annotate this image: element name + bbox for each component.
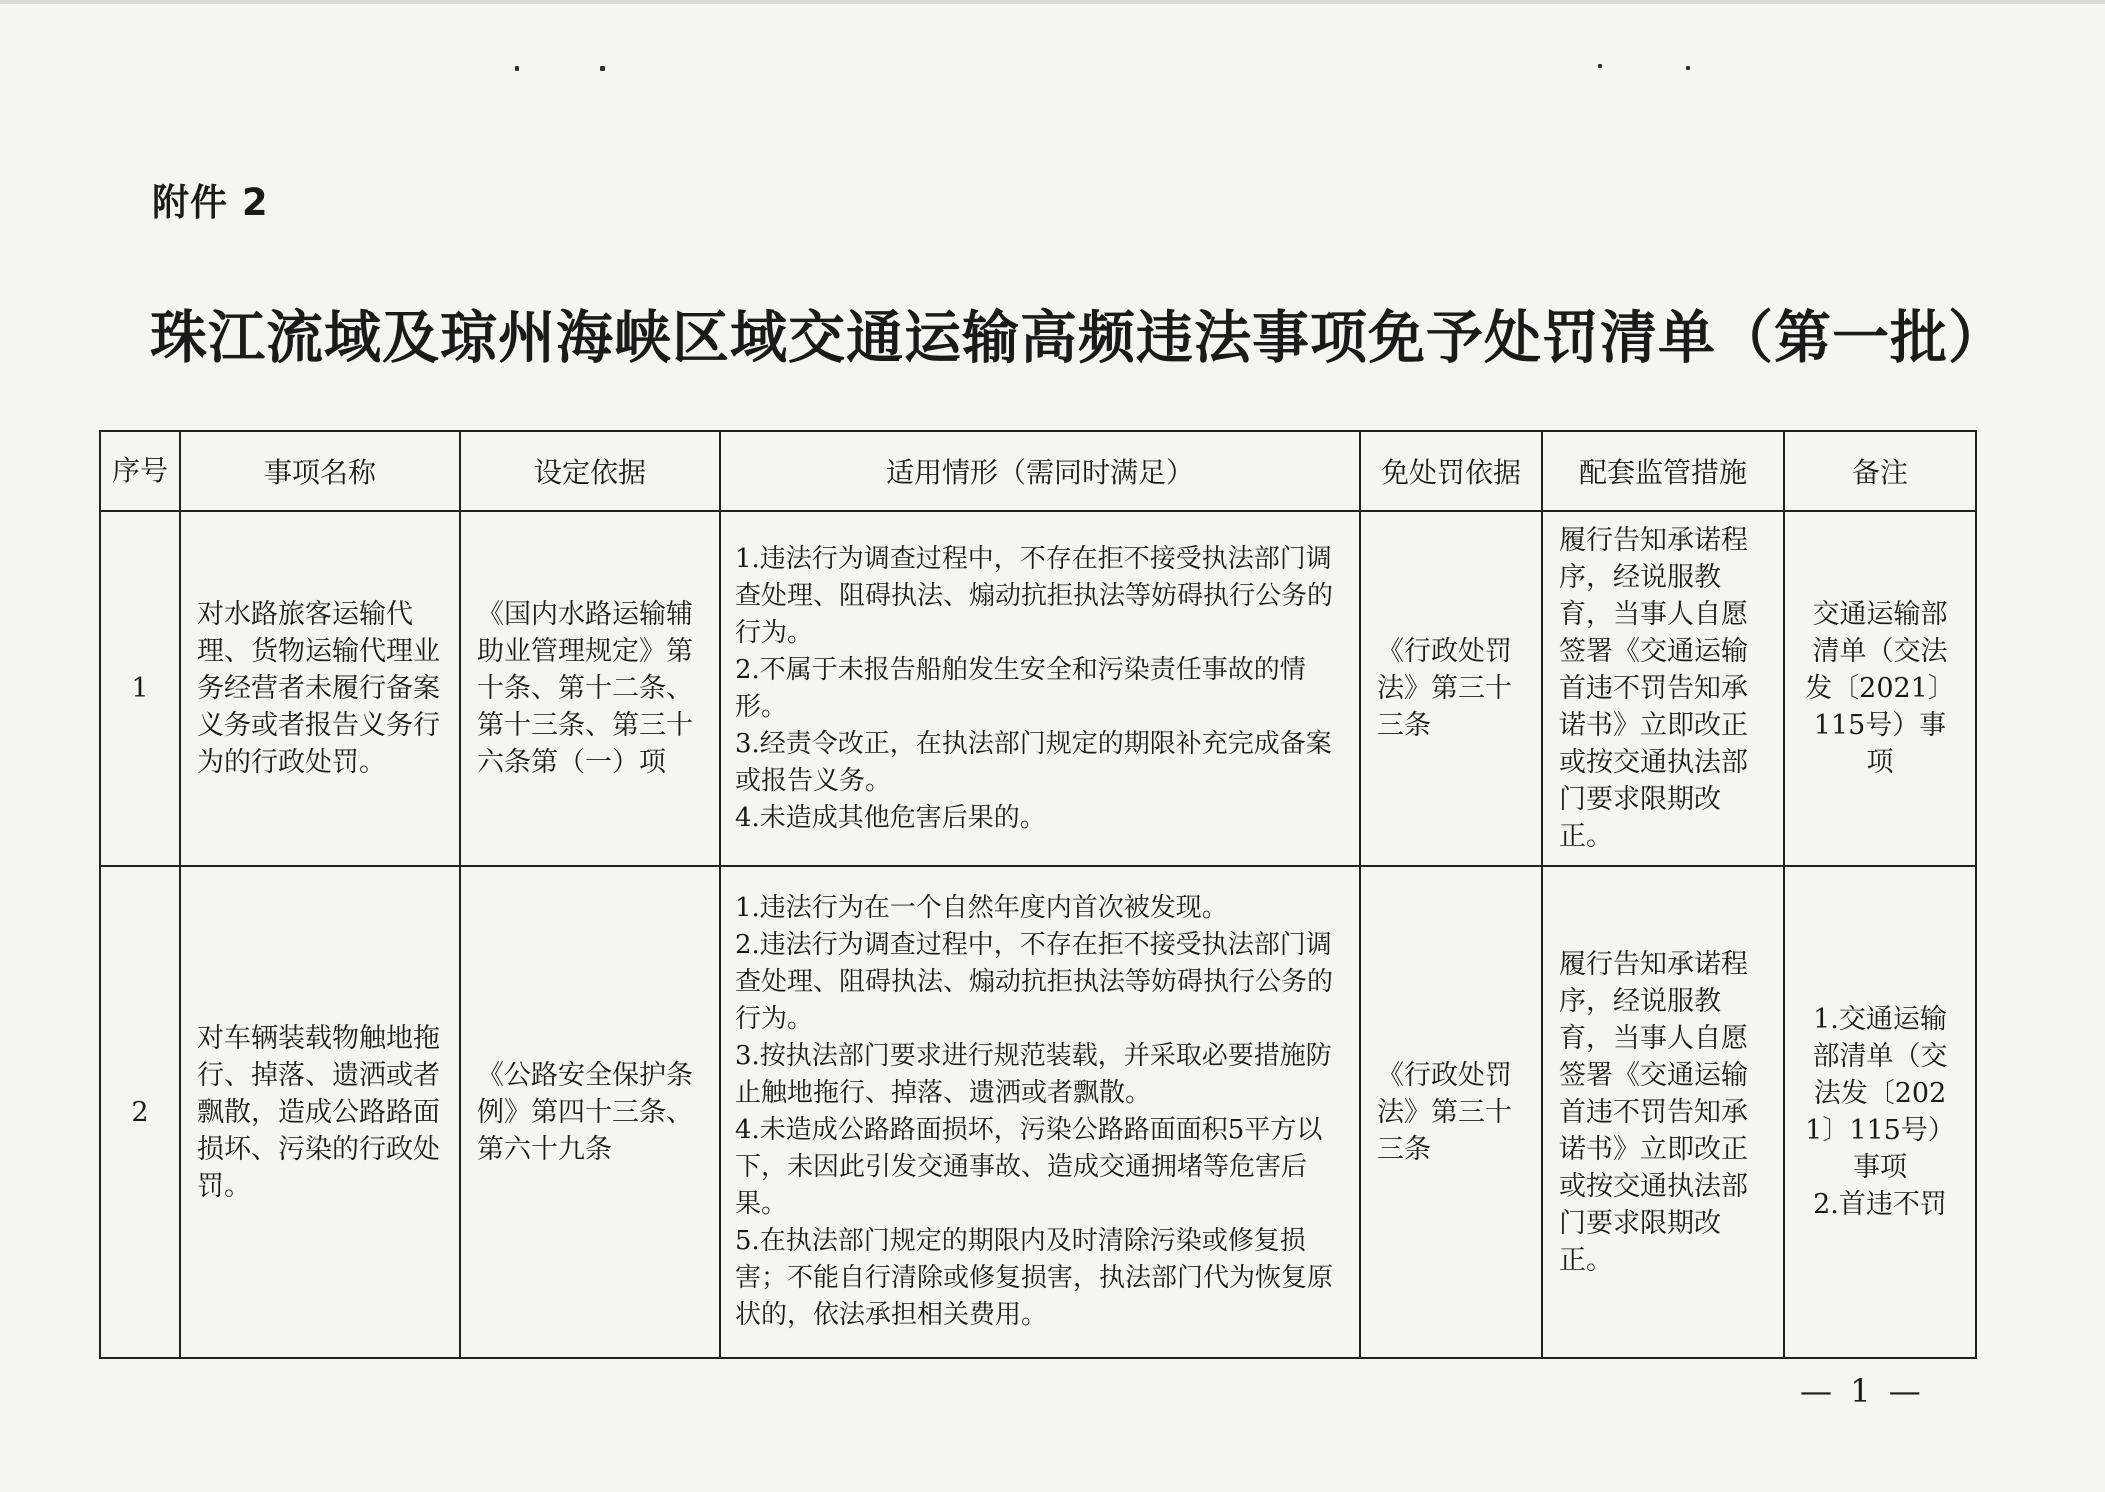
table-row bbox=[100, 511, 1976, 866]
condition-item: 3.按执法部门要求进行规范装载，并采取必要措施防止触地拖行、掉落、遗洒或者飘散。 bbox=[735, 1041, 1332, 1108]
exemption-basis: 《行政处罚法》第三十三条 bbox=[1360, 511, 1542, 866]
remark-line: 1.交通运输部清单（交法发〔2021〕115号）事项 bbox=[1805, 1004, 1955, 1183]
remark-line: 2.首违不罚 bbox=[1813, 1189, 1947, 1220]
conditions-cell bbox=[720, 866, 1360, 1358]
header-item: 事项名称 bbox=[180, 431, 460, 511]
page-number: — 1 — bbox=[1800, 1372, 1925, 1410]
conditions-cell bbox=[720, 511, 1360, 866]
row-number: 1 bbox=[100, 511, 180, 866]
condition-item: 2.违法行为调查过程中，不存在拒不接受执法部门调查处理、阻碍执法、煽动抗拒执法等妨碍执行公务的行为。 bbox=[735, 930, 1334, 1034]
header-conditions: 适用情形（需同时满足） bbox=[720, 431, 1360, 511]
condition-item: 4.未造成其他危害后果的。 bbox=[735, 802, 1046, 833]
header-no: 序号 bbox=[100, 431, 180, 511]
header-basis: 设定依据 bbox=[460, 431, 720, 511]
document-title: 珠江流域及琼州海峡区域交通运输高频违法事项免予处罚清单（第一批） bbox=[150, 305, 2006, 371]
attachment-label: 附件 2 bbox=[152, 181, 269, 224]
table-header-row bbox=[100, 431, 1976, 511]
remark: 交通运输部清单（交法发〔2021〕115号）事项 bbox=[1784, 511, 1976, 866]
condition-item: 4.未造成公路路面损坏，污染公路路面面积5平方以下，未因此引发交通事故、造成交通拥堵等危害后果。 bbox=[735, 1115, 1323, 1219]
condition-item: 5.在执法部门规定的期限内及时清除污染或修复损害；不能自行清除或修复损害，执法部门代为恢复原状的，依法承担相关费用。 bbox=[735, 1226, 1334, 1330]
item-name: 对车辆装载物触地拖行、掉落、遗洒或者飘散，造成公路路面损坏、污染的行政处罚。 bbox=[180, 866, 460, 1358]
legal-basis: 《公路安全保护条例》第四十三条、第六十九条 bbox=[460, 866, 720, 1358]
header-note: 备注 bbox=[1784, 431, 1976, 511]
header-measures: 配套监管措施 bbox=[1542, 431, 1784, 511]
item-name: 对水路旅客运输代理、货物运输代理业务经营者未履行备案义务或者报告义务行为的行政处罚。 bbox=[180, 511, 460, 866]
header-exemption: 免处罚依据 bbox=[1360, 431, 1542, 511]
condition-item: 1.违法行为在一个自然年度内首次被发现。 bbox=[735, 893, 1228, 923]
remark bbox=[1784, 866, 1976, 1358]
scan-mark bbox=[1686, 66, 1690, 70]
condition-item: 3.经责令改正，在执法部门规定的期限补充完成备案或报告义务。 bbox=[735, 728, 1332, 796]
supervision-measures: 履行告知承诺程序，经说服教育，当事人自愿签署《交通运输首违不罚告知承诺书》立即改正或按交通执法部门要求限期改正。 bbox=[1542, 511, 1784, 866]
condition-item: 1.违法行为调查过程中，不存在拒不接受执法部门调查处理、阻碍执法、煽动抗拒执法等妨碍执行公务的行为。 bbox=[735, 543, 1334, 648]
penalty-exemption-table bbox=[99, 430, 1977, 1359]
legal-basis: 《国内水路运输辅助业管理规定》第十条、第十二条、第十三条、第三十六条第（一）项 bbox=[460, 511, 720, 866]
supervision-measures: 履行告知承诺程序，经说服教育，当事人自愿签署《交通运输首违不罚告知承诺书》立即改正或按交通执法部门要求限期改正。 bbox=[1542, 866, 1784, 1358]
scan-mark bbox=[1598, 64, 1602, 68]
exemption-basis: 《行政处罚法》第三十三条 bbox=[1360, 866, 1542, 1358]
scan-mark bbox=[600, 66, 605, 71]
scan-mark bbox=[515, 66, 519, 71]
page-top-edge bbox=[0, 0, 2105, 4]
row-number: 2 bbox=[100, 866, 180, 1358]
table-row bbox=[100, 866, 1976, 1358]
condition-item: 2.不属于未报告船舶发生安全和污染责任事故的情形。 bbox=[735, 654, 1306, 722]
